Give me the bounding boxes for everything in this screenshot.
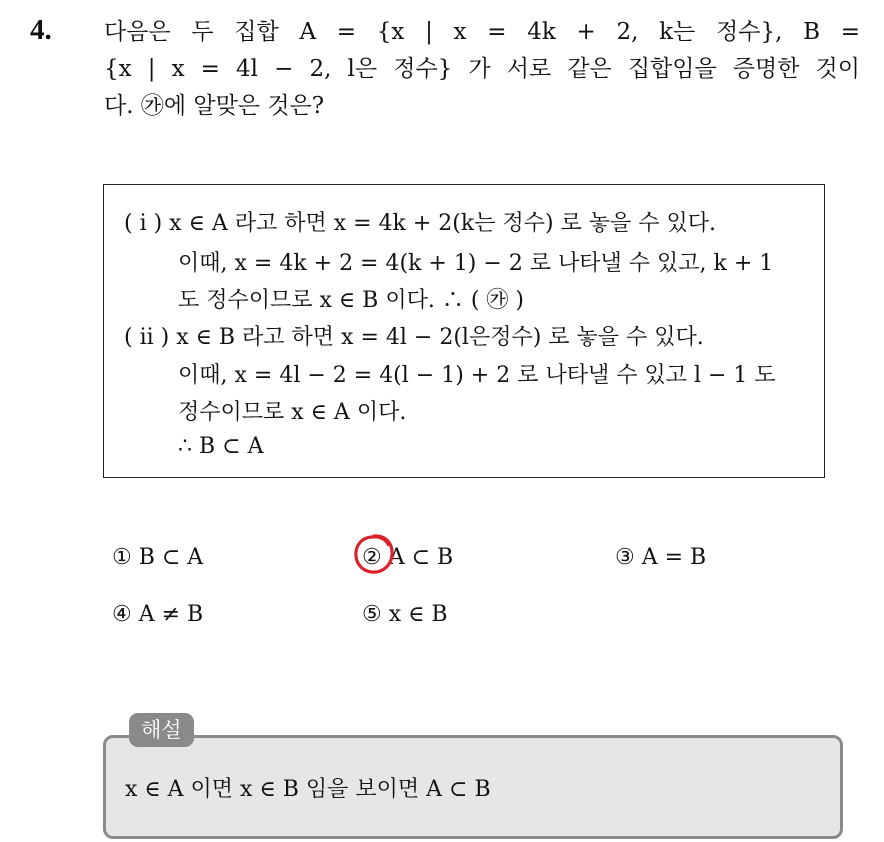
proof-line-2: 이때, x = 4k + 2 = 4(k + 1) − 2 로 나타낼 수 있고, k + 1 [178,251,774,276]
choice-5[interactable]: ⑤ x ∈ B [362,602,448,627]
proof-line-6: 정수이므로 x ∈ A 이다. [178,400,407,425]
question-text [104,14,860,125]
proof-line-4: ( ii ) x ∈ B 라고 하면 x = 4l − 2(l은정수) 로 놓을 수 있다. [124,325,704,350]
question-line-1: 다음은 두 집합 A = {x | x = 4k + 2, k는 정수}, B = [104,19,860,45]
choice-3[interactable]: ③ A = B [615,545,707,570]
question-line-3: 다. ㉮에 알맞은 것은? [104,93,325,119]
proof-line-1: ( i ) x ∈ A 라고 하면 x = 4k + 2(k는 정수) 로 놓을 수 있다. [124,211,717,236]
choice-1[interactable]: ① B ⊂ A [112,545,204,570]
choice-2[interactable]: ② A ⊂ B [362,545,454,570]
question-line-2: {x | x = 4l − 2, l은 정수} 가 서로 같은 집합임을 증명한 것이 [104,56,860,82]
solution-tag: 해설 [129,713,194,747]
answer-circle-mark-icon [352,532,396,576]
proof-line-3: 도 정수이므로 x ∈ B 이다. ∴ ( ㉮ ) [178,288,524,313]
question-number: 4. [30,14,52,46]
proof-line-7: ∴ B ⊂ A [178,434,264,459]
proof-line-5: 이때, x = 4l − 2 = 4(l − 1) + 2 로 나타낼 수 있고 l − 1 도 [178,363,776,388]
choice-4[interactable]: ④ A ≠ B [112,602,204,627]
solution-text: x ∈ A 이면 x ∈ B 임을 보이면 A ⊂ B [125,777,491,802]
